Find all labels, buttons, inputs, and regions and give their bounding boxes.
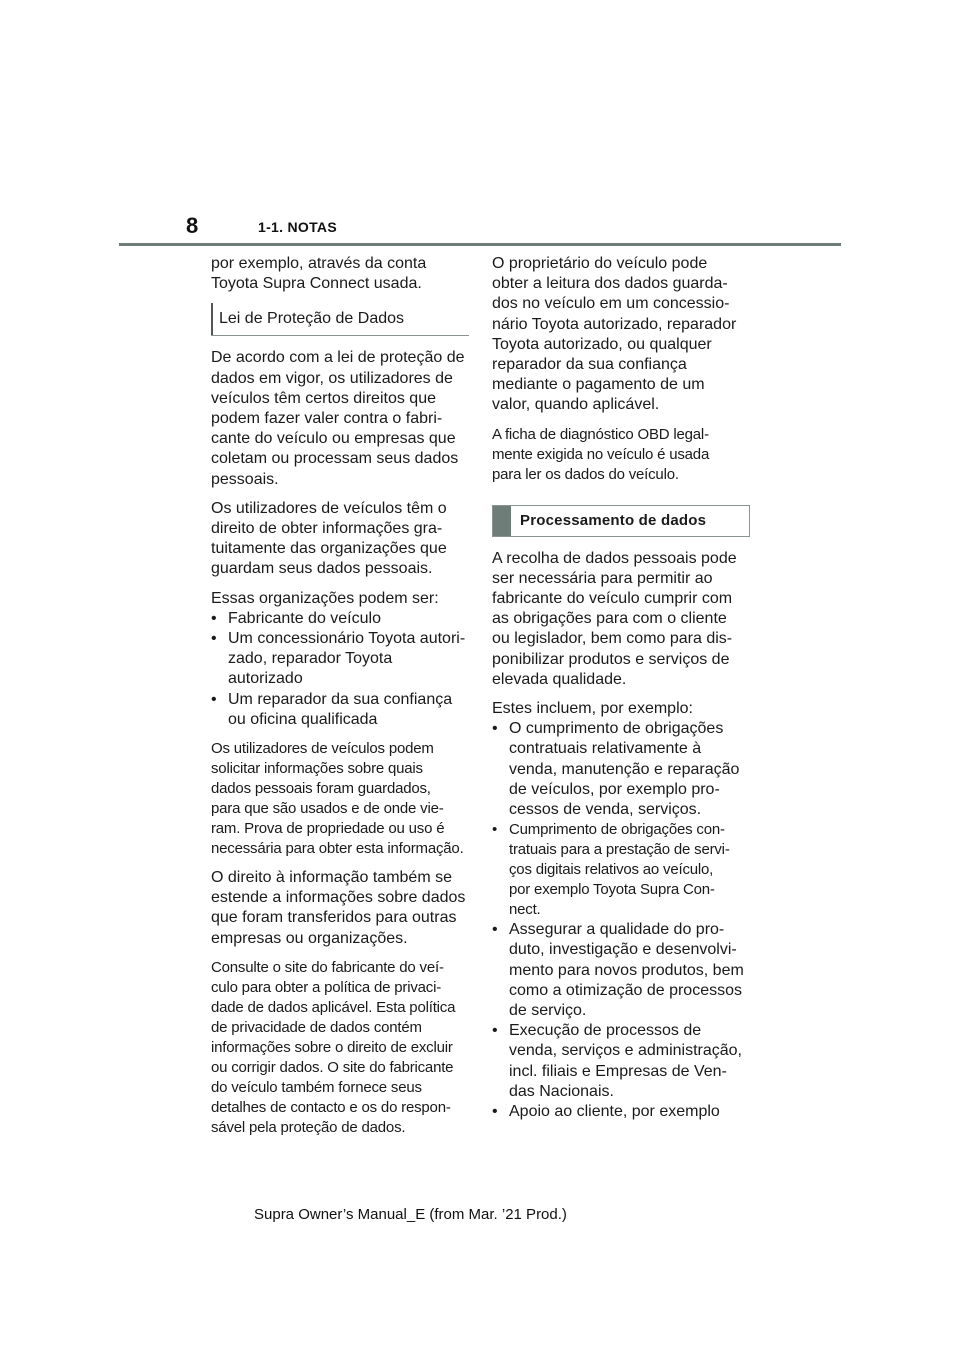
subheading-data-protection-law [211,303,469,336]
text-line: coletam ou processam seus dados [211,450,459,468]
list-item [492,719,750,820]
text-line: A ficha de diagnóstico OBD legal- [492,425,709,443]
text-line: ram. Prova de propriedade ou uso é [211,820,445,838]
text-line: detalhes de contacto e os do respon- [211,1098,451,1116]
text-line: ponibilizar produtos e serviços de [492,650,730,668]
text-line: O proprietário do veículo pode [492,255,708,272]
bullet-icon: • [492,821,498,839]
header-divider [119,243,841,246]
text-line: que foram transferidos para outras [211,909,457,927]
bullet-icon: • [211,609,217,627]
page-number: 8 [186,213,199,238]
list-item-text: de serviço. [509,1002,587,1020]
list-item-text: Fabricante do veículo [228,609,381,627]
text-line: ou legislador, bem como para dis- [492,630,733,648]
text-line: A recolha de dados pessoais pode [492,549,737,567]
text-line: direito de obter informações gra- [211,520,443,538]
intro-paragraph [211,254,469,294]
footer-manual-title: Supra Owner’s Manual_E (from Mar. ’21 Prod.) [254,1206,567,1223]
heading-data-processing [492,505,750,537]
paragraph-data-collection [492,549,750,690]
bullet-icon: • [492,1103,498,1121]
text-line: dos no veículo em um concessio- [492,295,730,313]
paragraph-owner-readout [492,254,750,416]
bullet-icon: • [492,720,498,738]
heading-block [493,506,511,536]
text-line: fabricante do veículo cumprir com [492,590,733,608]
text-line: dados pessoais foram guardados, [211,780,431,798]
text-line: sável pela proteção de dados. [211,1118,406,1136]
heading-label: Processamento de dados [520,511,707,529]
text-line: O direito à informação também se [211,869,452,887]
text-line: Estes incluem, por exemplo: [492,700,693,718]
bullet-icon: • [211,630,217,648]
bullet-icon: • [492,1022,498,1040]
list-item-text: venda, serviços e administração, [509,1042,742,1060]
list-item-text: ou oficina qualificada [228,710,378,728]
list-item-text: Execução de processos de [509,1022,702,1040]
text-line: Os utilizadores de veículos têm o [211,499,447,517]
list-item-text: O cumprimento de obrigações [509,720,724,738]
text-line: elevada qualidade. [492,670,627,688]
text-line: estende a informações sobre dados [211,889,466,907]
text-line: mediante o pagamento de um [492,376,705,394]
list-item-text: tratuais para a prestação de servi- [509,841,730,859]
text-line: culo para obter a política de privaci- [211,978,442,996]
text-line: empresas ou organizações. [211,929,408,947]
list-item-text: mento para novos produtos, bem [509,961,744,979]
subheading-bar [211,303,213,335]
paragraph-obtain-info [211,499,469,580]
paragraph-examples [492,699,750,719]
text-line: ou corrigir dados. O site do fabricante [211,1058,454,1076]
list-item-text: Assegurar a qualidade do pro- [509,921,725,939]
list-item [492,920,750,1021]
left-column [211,254,469,1147]
list-item [211,629,469,690]
text-line: cante do veículo ou empresas que [211,430,456,448]
subheading-label: Lei de Proteção de Dados [219,310,405,328]
text-line: do veículo também fornece seus [211,1078,422,1096]
list-item-text: Apoio ao cliente, por exemplo [509,1103,720,1121]
paragraph-organizations [211,589,469,609]
paragraph-obd [492,425,750,485]
bullet-icon: • [211,690,217,708]
list-item-text: contratuais relativamente à [509,740,702,758]
list-item-text: como a otimização de processos [509,981,742,999]
text-line: tuitamente das organizações que [211,540,447,558]
text-line: necessária para obter esta informação. [211,840,464,858]
list-item-text: de veículos, por exemplo pro- [509,780,720,798]
text-line: mente exigida no veículo é usada [492,445,710,463]
text-line: Toyota autorizado, ou qualquer [492,335,712,353]
text-line: para que são usados e de onde vie- [211,800,444,818]
text-line: De acordo com a lei de proteção de [211,349,465,367]
list-item [211,690,469,730]
text-line: Consulte o site do fabricante do veí- [211,958,444,976]
right-column [492,254,750,1131]
bullet-icon: • [492,921,498,939]
examples-list [492,719,750,1122]
list-item-text: ços digitais relativos ao veículo, [509,861,714,879]
list-item-text: zado, reparador Toyota autorizado [228,650,393,688]
list-item-text: Um reparador da sua confiança [228,690,453,708]
text-line: dados em vigor, os utilizadores de [211,369,453,387]
list-item-text: Um concessionário Toyota autori- [228,630,466,648]
paragraph-request-info [211,739,469,859]
list-item-text: venda, manutenção e reparação [509,760,740,778]
list-item [211,609,469,629]
paragraph-transferred-data [211,868,469,949]
text-line: de privacidade de dados contém [211,1018,422,1036]
list-item [492,820,750,920]
text-line: nário Toyota autorizado, reparador [492,315,737,333]
list-item-text: das Nacionais. [509,1082,614,1100]
list-item [492,1021,750,1102]
text-line: guardam seus dados pessoais. [211,560,433,578]
text-line: valor, quando aplicável. [492,396,660,414]
paragraph-privacy-policy [211,958,469,1138]
text-line: Essas organizações podem ser: [211,589,439,607]
list-item-text: incl. filiais e Empresas de Ven- [509,1062,727,1080]
list-item-text: nect. [509,901,541,919]
text-line: ser necessária para permitir ao [492,569,713,587]
section-header: 1-1. NOTAS [258,219,337,235]
text-line: as obrigações para com o cliente [492,610,727,628]
list-item-text: duto, investigação e desenvolvi- [509,941,737,959]
text-line: Toyota Supra Connect usada. [211,275,422,293]
text-line: Os utilizadores de veículos podem [211,740,434,758]
text-line: obter a leitura dos dados guarda- [492,275,728,293]
text-line: veículos têm certos direitos que [211,389,436,407]
text-line: por exemplo, através da conta [211,255,427,272]
list-item [492,1102,750,1122]
text-line: podem fazer valer contra o fabri- [211,410,443,428]
text-line: dade de dados aplicável. Esta política [211,998,456,1016]
list-item-text: cessos de venda, serviços. [509,801,702,819]
text-line: solicitar informações sobre quais [211,760,423,778]
paragraph-rights [211,348,469,489]
text-line: para ler os dados do veículo. [492,465,679,483]
list-item-text: por exemplo Toyota Supra Con- [509,881,715,899]
text-line: reparador da sua confiança [492,356,687,374]
text-line: informações sobre o direito de excluir [211,1038,453,1056]
organizations-list [211,609,469,730]
text-line: pessoais. [211,470,279,488]
list-item-text: Cumprimento de obrigações con- [509,821,725,839]
